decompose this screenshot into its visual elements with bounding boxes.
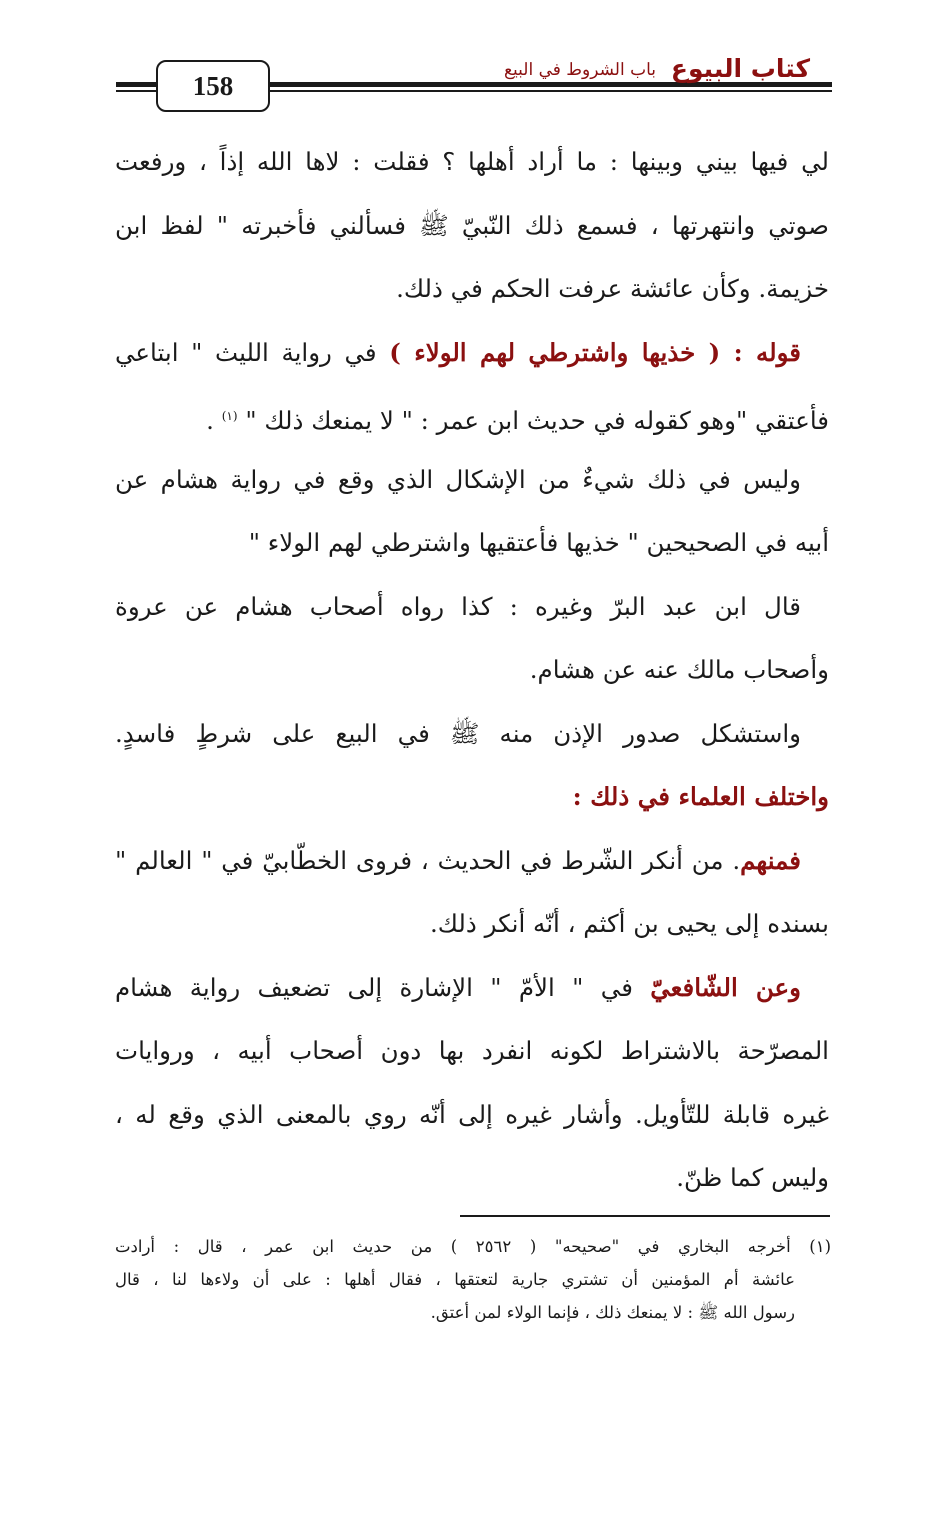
chapter-title: باب الشروط في البيع <box>503 60 656 80</box>
text-line: وأصحاب مالك عنه عن هشام. <box>529 655 829 684</box>
text-line: وليس في ذلك شيءٌ من الإشكال الذي وقع في رواية هشام عن <box>115 464 801 494</box>
text-line: قال ابن عبد البرّ وغيره : كذا رواه أصحاب هشام عن عروة <box>115 591 801 621</box>
text-line: أبيه في الصحيحين " خذيها فأعتقيها واشترطي لهم الولاء " <box>248 528 829 557</box>
page-header <box>116 52 832 112</box>
text-line: خزيمة. وكأن عائشة عرفت الحكم في ذلك. <box>396 274 829 303</box>
text-line <box>115 964 829 1028</box>
text-line: صوتي وانتهرتها ، فسمع ذلك النّبيّ ﷺ فسألني فأخبرته " لفظ ابن <box>115 210 829 240</box>
book-title: كتاب البيوع <box>670 54 810 83</box>
qawluhu-rest: في رواية الليث " ابتاعي <box>115 337 390 367</box>
para6-label: وعن الشّافعيّ <box>650 972 801 1002</box>
para5-rest: . من أنكر الشّرط في الحديث ، فروى الخطّابيّ في " العالم " <box>115 845 741 875</box>
section-heading: واختلف العلماء في ذلك : <box>572 782 829 811</box>
footnote-line: عائشة أم المؤمنين أن تشتري جارية لتعتقها ، فقال أهلها : على أن ولاءها لنا ، قال <box>115 1270 795 1289</box>
footnote-ref: (١) <box>221 409 238 423</box>
para5-label: فمنهم <box>740 845 801 875</box>
text-line: وليس كما ظنّ. <box>676 1163 829 1192</box>
line-5-text: فأعتقي "وهو كقوله في حديث ابن عمر : " لا يمنعك ذلك " <box>245 406 829 436</box>
text-line <box>115 329 829 393</box>
text-line: لي فيها بيني وبينها : ما أراد أهلها ؟ فقلت : لاها الله إذاً ، ورفعت <box>115 147 829 176</box>
main-text <box>115 138 829 1218</box>
text-line <box>115 837 829 901</box>
footnote-separator <box>460 1215 830 1217</box>
text-line: غيره قابلة للتّأويل. وأشار غيره إلى أنّه روي بالمعنى الذي وقع له ، <box>115 1099 829 1129</box>
page-number-box <box>156 60 270 112</box>
qawluhu-label: قوله : ( خذيها واشترطي لهم الولاء ) <box>389 337 801 367</box>
page-number: 158 <box>192 70 234 101</box>
footnote-line: رسول الله ﷺ : لا يمنعك ذلك ، فإنما الولاء لمن أعتق. <box>430 1303 795 1322</box>
text-line: واستشكل صدور الإذن منه ﷺ في البيع على شرطٍ فاسدٍ. <box>115 718 801 748</box>
para6-rest: في " الأمّ " الإشارة إلى تضعيف رواية هشام <box>115 972 651 1002</box>
text-line: فأعتقي "وهو كقوله في حديث ابن عمر : " لا يمنعك ذلك " $^{(١)}$ . <box>206 406 829 436</box>
footnote-line: (١) أخرجه البخاري في "صحيحه" ( ٢٥٦٢ ) من حديث ابن عمر ، قال : أرادت <box>115 1237 831 1256</box>
footnotes <box>115 1232 831 1331</box>
text-line: المصرّحة بالاشتراط لكونه انفرد بها دون أصحاب أبيه ، وروايات <box>115 1036 829 1065</box>
text-line: بسنده إلى يحيى بن أكثم ، أنّه أنكر ذلك. <box>430 909 829 938</box>
